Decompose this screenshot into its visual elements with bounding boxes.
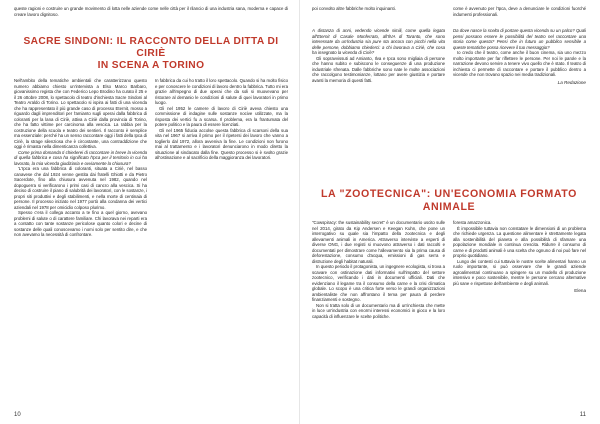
signature: Elena — [574, 288, 586, 293]
paragraph: "Cowspiracy: the sustainability secret" è un documentario uscito sulle nel 2014, girato da Kip Andersen e Keegan Kuhn, che pone un interrogativo su quale sia l'impatto della zootecnica e degli allevamenti animali in America. Attraverso interviste a esperti di diverse ONG, i due registi si muovono attraverso i dati raccolti e documentati per dimostrare come l'allevamento sia la prima causa di deforestazione, consumo d'acqua, emissioni di gas serra e distruzione degli habitat naturali. — [312, 220, 445, 264]
interview-body — [312, 28, 586, 188]
paragraph: Gli sopravvissuti ad Amianto, Ilva e Ipca sono migliaia di persone che hanno subito e subiscono le conseguenze di una produzione industriale sfrenata. Dalle fabbriche sono nate le molte associazioni che raccolgono testimonianze, lottano per avere giustizia e portare avanti la memoria di questi fatti. — [312, 55, 445, 83]
signature: La Redazione — [557, 79, 586, 85]
article-column-2 — [155, 78, 288, 393]
top-col-1 — [312, 6, 445, 28]
paragraph: In questo periodo il protagonista, un ingegnere ecologista, si trova a scavare con ostinazione dati informativi sull'impatto del settore zootecnico, verificando i dati in documenti ufficiali. Dati che evidenziano il legame tra il consumo della carne e la crisi climatica globale. Lo scopo è una critica forte verso le grandi organizzazioni ambientaliste che non affrontano il tema per paura di perdere finanziamenti e sostegno. — [312, 264, 445, 302]
paragraph: In fabbrica da cui ho tratto il loro spettacolo. Quando si ha molto fisico e per conoscere le condizioni di lavoro dentro la fabbrica. Tutto mi era grazie all'impegno di due operai che da soli si muovevano per ristorare al demanio le condizioni di salute di quei lavoratori in primo luogo. — [155, 78, 288, 105]
interview-column-2 — [453, 28, 586, 188]
page-number: 11 — [579, 412, 586, 418]
paragraph: Come prima domanda ti chiederei di raccontare in breve la vicenda di quella fabbrica e cosa ha significato l'Ipca per il territorio in cui ha lavorato, la mia vicenda giudiziaria e ovviamente la chiusura? — [14, 149, 147, 166]
article-headline-line1: LA "ZOOTECNICA": UN'ECONOMIA FORMATO — [320, 188, 578, 200]
right-page — [300, 0, 600, 424]
top-col-2 — [453, 6, 586, 28]
article-headline-line2: ANIMALE — [422, 201, 476, 213]
paragraph: Gli nel 1952 le camere di lavoro di Ciriè aveva chiesto una commissione di indagine sulle sostanze nocive utilizzate, ma la risposta dei vertici fu a scarsa. Il problema, era la frantumata del potere politico e la paura di essere licenziati. — [155, 105, 288, 127]
previous-article-text: queste ragioni e costruire un grande movimento di lotta nelle aziende come nelle città per il rilancio di una industria sana, moderna e capace di creare lavoro dignitoso. — [14, 6, 288, 17]
previous-article-text: come è avvenuto per l'Ipca, deve a denunciare le condizioni fuorché indumenti professionali. — [453, 6, 586, 17]
article-body — [312, 220, 586, 424]
previous-article-endings — [312, 6, 586, 28]
article-headline-line2: IN SCENA A TORINO — [97, 60, 205, 71]
paragraph: Spesso c'era il collega accanto a te fino a quel giorno, avevano problemi di salute o di carattere familiare. Chi lavorava nei reparti era a contatto con tante sostanze pericolose quanto colori e decine di sostanze delle quali conoscevamo i nomi solo per sentito dire, e che non avevamo la necessità di confrontare. — [14, 210, 147, 237]
article-headline-line1: SACRE SINDONI: IL RACCONTO DELLA DITTA DI CIRIÈ — [23, 36, 279, 59]
article-body — [14, 78, 288, 393]
article-column-1 — [14, 78, 147, 393]
interview-column-1 — [312, 28, 445, 188]
article-column-2 — [453, 220, 586, 424]
paragraph: foresta amazzonica. — [453, 220, 492, 225]
previous-article-text: poi convolto altre fabbriche molto inquinanti. — [312, 6, 396, 11]
page-number: 10 — [14, 412, 21, 418]
article-column-1 — [312, 220, 445, 424]
paragraph: 'L'Ipca era una fabbrica di coloranti, situata a Ciriè, nel basso canavese che dal 1924 venne gestita dai fratelli Ghiotti e da Pietro Sacerdote, fino alla chiusura avvenuta nel 1982, quando nel dopoguerra si verificarono i primi casi di cancro alla vescica. Si ha deciso di costruire il piano di salubrità dei lavoratori, con le sostanze, i propri siti produttivi e degli stabilimenti, e nella morte di centinaia di persone. Il processo iniziato nel 1977 portò alla condanna dei vertici aziendali nel 1978 per omicidio colposo plurimo. — [14, 166, 147, 210]
paragraph: Gli nel 1965 fiducia accolse questa fabbrica di scarsoni della sua vita nel 1967 si arriva il primo per il ripetersi dei lavoro che vanno a toglierlo dal 1972, allora avveniva la fine. Le condizioni non furono mai al trattamento e i lavoratori denunciarono in modo diretto la situazione al sindacato dalla fine. Questo processo si è svolto grazie all'ostinazione e al sacrificio della maggioranza dei lavoratori. — [155, 127, 288, 160]
paragraph: Lungo dei contesti cui tuttavia le nostre scelte alimentari hanno un ruolo importante, si può osservare che le grandi aziende agroalimentari continuano a spingere su un modello di produzione intensivo e poco sostenibile, mentre le persone cercano alternative più sane e rispettose dell'ambiente e degli animali. — [453, 258, 586, 286]
paragraph: Io credo che il teatro, come anche il buon cinema, sia uno mezzo molto importante per far riflettere le persone. Per noi le parole e la narrazione devono servire a tenere vivo quello che è stato. Il teatro di inchiesta ci permette di raccontare e portare il pubblico dentro a vicende che non trovano spazio nei media tradizionali. — [453, 50, 586, 77]
paragraph: È impossibile tuttavia non constatare le dimensioni di un problema che richiede urgenza. La questione alimentare è strettamente legata alla sostenibilità del pianeta e alla possibilità di sfamare una popolazione mondiale in continua crescita. Ridurre il consumo di carne e di prodotti animali è una scelta che ognuno di noi può fare nel proprio quotidiano. — [453, 225, 586, 258]
previous-article-ending — [14, 6, 288, 28]
paragraph: A distanza di anni, vedendo vicende simili, come quella legata all'Eternit di Casale Monferrato, all'IlVA di Taranto, che sono interessate da un'industria sia pure sta ancora con picchi nella vita delle persone, dobbiamo chiederci: a chi lavorava a Ciriè, che cosa ha insegnato la vicenda di Ciriè? — [312, 28, 445, 55]
paragraph: Da dove nasce la scelta di portare questa vicenda su un palco? Quali pensi possano essere le possibilità del teatro nel raccontare una storia come questa? Pensi che in futuro un pubblico sensibile a queste tematiche possa ricevere il tuo messaggio? — [453, 28, 586, 50]
paragraph: Nell'ambito della tematiche ambientali che caratterizzano questo numero abbiamo chiesto un'intervista a Elso Marco Barbaro, giovanissimo regista che con Federico Lepo Brodino ha curato il 25 e il 26 ottobre 2008, lo spettacolo di teatro d'inchiesta Sacre Sindoni al Teatro Araldo di Torino. Lo spettacolo si ispira ai fatti di una vicenda che ha rappresentato il più grande caso di processo Eternit, mosso a riguardo dagli imprenditori per l'amianto sugli operai dalla fabbrica di coloranti per la lana di Ciriè, attiva a Ciriè dalla provincia di Torino, che ha fatto vittime per carcinoma alla vescica. La rabbia per la costruzione della scuola e teatro dei sentieri. Il racconto è semplice ma essenziale: perché ha un senso raccontare oggi i fatti della Ipca di Ciriè, la strage silenziosa che è circostante, una contraddizione che oggi è rimasta nella dimenticanza collettiva. — [14, 78, 147, 149]
paragraph: Non si tratta solo di un documentario ma di un'inchiesta che mette in luce un'industria con enormi interessi economici in gioco e la loro capacità di influenzare le scelte politiche. — [312, 302, 445, 319]
